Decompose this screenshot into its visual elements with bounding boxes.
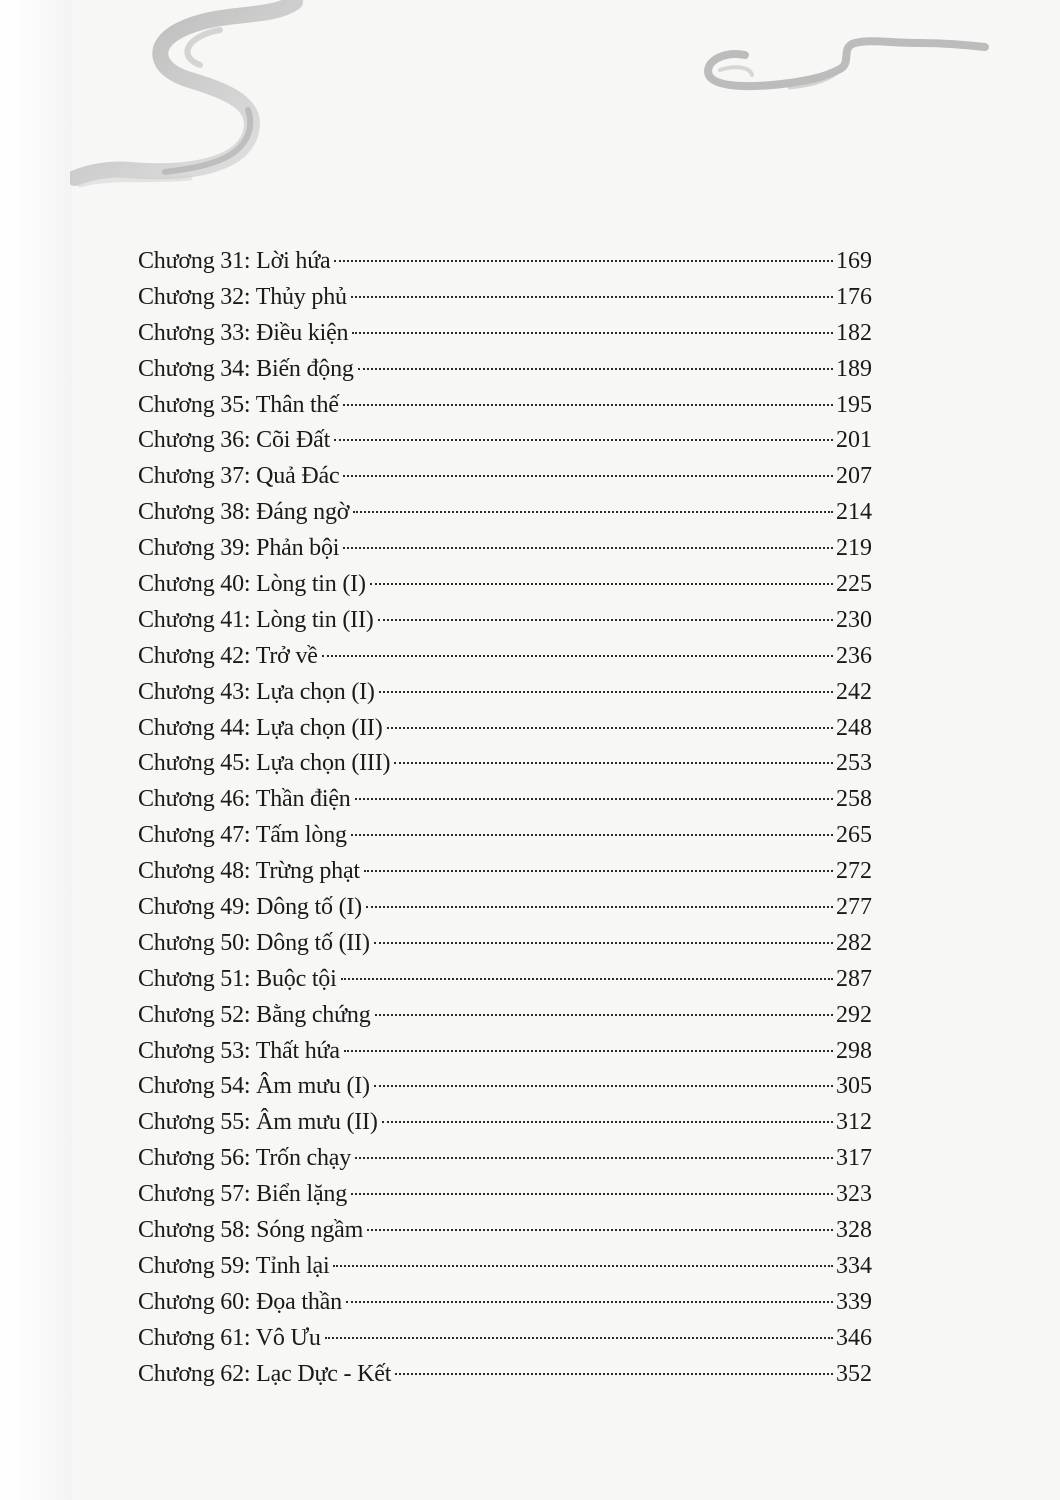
chapter-title: Chương 38: Đáng ngờ	[138, 499, 350, 526]
chapter-title: Chương 46: Thần điện	[138, 786, 351, 813]
dot-leader	[379, 691, 833, 693]
page-number: 287	[836, 965, 872, 992]
page-number: 334	[836, 1252, 872, 1279]
toc-entry[interactable]	[138, 926, 872, 962]
toc-entry[interactable]	[138, 495, 872, 531]
toc-entry[interactable]	[138, 1141, 872, 1177]
toc-entry[interactable]	[138, 603, 872, 639]
page-number: 312	[836, 1109, 872, 1136]
toc-entry[interactable]	[138, 890, 872, 926]
dot-leader	[366, 906, 833, 908]
toc-entry[interactable]	[138, 567, 872, 603]
dot-leader	[334, 260, 833, 262]
page-number: 305	[836, 1073, 872, 1100]
toc-entry[interactable]	[138, 962, 872, 998]
page-number: 201	[836, 427, 872, 454]
toc-entry[interactable]	[138, 1321, 872, 1357]
chapter-title: Chương 40: Lòng tin (I)	[138, 571, 366, 598]
dot-leader	[355, 1157, 833, 1159]
toc-entry[interactable]	[138, 316, 872, 352]
chapter-title: Chương 56: Trốn chạy	[138, 1145, 352, 1172]
table-of-contents	[138, 244, 872, 1393]
page-number: 189	[836, 355, 872, 382]
toc-entry[interactable]	[138, 1285, 872, 1321]
toc-entry[interactable]	[138, 782, 872, 818]
page-number: 292	[836, 1001, 872, 1028]
page-number: 258	[836, 786, 872, 813]
chapter-title: Chương 32: Thủy phủ	[138, 283, 347, 310]
chapter-title: Chương 49: Dông tố (I)	[138, 894, 362, 921]
chapter-title: Chương 61: Vô Ưu	[138, 1324, 321, 1351]
page-number: 219	[836, 535, 872, 562]
page-number: 282	[836, 929, 872, 956]
toc-entry[interactable]	[138, 423, 872, 459]
chapter-title: Chương 52: Bằng chứng	[138, 1001, 371, 1028]
toc-entry[interactable]	[138, 1069, 872, 1105]
chapter-title: Chương 50: Dông tố (II)	[138, 929, 370, 956]
chapter-title: Chương 35: Thân thế	[138, 391, 339, 418]
ink-swirl-left-icon	[70, 0, 320, 200]
dot-leader	[351, 296, 833, 298]
page-number: 328	[836, 1217, 872, 1244]
dot-leader	[344, 1050, 833, 1052]
dot-leader	[343, 404, 833, 406]
toc-entry[interactable]	[138, 1105, 872, 1141]
ink-swirl-right-icon	[690, 25, 990, 105]
page-number: 236	[836, 642, 872, 669]
page-number: 214	[836, 499, 872, 526]
dot-leader	[334, 439, 833, 441]
toc-entry[interactable]	[138, 244, 872, 280]
dot-leader	[353, 511, 833, 513]
dot-leader	[367, 1229, 833, 1231]
page-number: 182	[836, 319, 872, 346]
page-number: 248	[836, 714, 872, 741]
dot-leader	[364, 870, 833, 872]
toc-entry[interactable]	[138, 998, 872, 1034]
toc-entry[interactable]	[138, 531, 872, 567]
page-number: 253	[836, 750, 872, 777]
page-number: 242	[836, 678, 872, 705]
dot-leader	[374, 942, 833, 944]
chapter-title: Chương 51: Buộc tội	[138, 965, 337, 992]
chapter-title: Chương 48: Trừng phạt	[138, 858, 360, 885]
dot-leader	[322, 655, 833, 657]
dot-leader	[333, 1265, 833, 1267]
toc-entry[interactable]	[138, 746, 872, 782]
chapter-title: Chương 60: Đọa thần	[138, 1288, 342, 1315]
chapter-title: Chương 57: Biển lặng	[138, 1181, 348, 1208]
toc-entry[interactable]	[138, 1357, 872, 1393]
dot-leader	[352, 332, 833, 334]
chapter-title: Chương 36: Cõi Đất	[138, 427, 331, 454]
page-number: 176	[836, 283, 872, 310]
dot-leader	[375, 1014, 834, 1016]
toc-entry[interactable]	[138, 1213, 872, 1249]
chapter-title: Chương 31: Lời hứa	[138, 248, 331, 274]
dot-leader	[341, 978, 833, 980]
toc-entry[interactable]	[138, 639, 872, 675]
chapter-title: Chương 45: Lựa chọn (III)	[138, 750, 391, 777]
chapter-title: Chương 55: Âm mưu (II)	[138, 1109, 378, 1136]
page-number: 298	[836, 1037, 872, 1064]
chapter-title: Chương 39: Phản bội	[138, 535, 340, 562]
chapter-title: Chương 37: Quả Đác	[138, 463, 340, 490]
chapter-title: Chương 62: Lạc Dực - Kết	[138, 1360, 392, 1387]
dot-leader	[370, 583, 833, 585]
page-number: 277	[836, 894, 872, 921]
dot-leader	[346, 1301, 833, 1303]
toc-entry[interactable]	[138, 675, 872, 711]
chapter-title: Chương 58: Sóng ngầm	[138, 1217, 364, 1244]
dot-leader	[374, 1085, 833, 1087]
dot-leader	[351, 834, 833, 836]
dot-leader	[382, 1121, 833, 1123]
dot-leader	[394, 762, 833, 764]
chapter-title: Chương 33: Điều kiện	[138, 319, 349, 346]
page-number: 225	[836, 571, 872, 598]
toc-entry[interactable]	[138, 1177, 872, 1213]
toc-entry[interactable]	[138, 854, 872, 890]
toc-entry[interactable]	[138, 459, 872, 495]
page-gutter	[0, 0, 72, 1500]
dot-leader	[343, 547, 833, 549]
page-number: 352	[836, 1360, 872, 1387]
dot-leader	[387, 727, 833, 729]
dot-leader	[395, 1373, 833, 1375]
toc-entry[interactable]	[138, 280, 872, 316]
page-number: 195	[836, 391, 872, 418]
dot-leader	[343, 475, 833, 477]
toc-entry[interactable]	[138, 352, 872, 388]
chapter-title: Chương 34: Biến động	[138, 355, 354, 382]
chapter-title: Chương 54: Âm mưu (I)	[138, 1073, 370, 1100]
page-number: 323	[836, 1181, 872, 1208]
page-number: 317	[836, 1145, 872, 1172]
chapter-title: Chương 42: Trở về	[138, 642, 318, 669]
chapter-title: Chương 41: Lòng tin (II)	[138, 606, 374, 633]
page-number: 265	[836, 822, 872, 849]
chapter-title: Chương 47: Tấm lòng	[138, 822, 347, 849]
toc-entry[interactable]	[138, 1034, 872, 1070]
chapter-title: Chương 43: Lựa chọn (I)	[138, 678, 375, 705]
page-number: 207	[836, 463, 872, 490]
dot-leader	[325, 1337, 833, 1339]
toc-entry[interactable]	[138, 711, 872, 747]
dot-leader	[378, 619, 833, 621]
toc-entry[interactable]	[138, 388, 872, 424]
toc-entry[interactable]	[138, 818, 872, 854]
dot-leader	[358, 368, 833, 370]
chapter-title: Chương 44: Lựa chọn (II)	[138, 714, 383, 741]
page-number: 169	[836, 248, 872, 274]
dot-leader	[355, 798, 833, 800]
page-number: 230	[836, 606, 872, 633]
page-number: 339	[836, 1288, 872, 1315]
chapter-title: Chương 53: Thất hứa	[138, 1037, 340, 1064]
chapter-title: Chương 59: Tỉnh lại	[138, 1252, 330, 1279]
dot-leader	[351, 1193, 833, 1195]
page-number: 346	[836, 1324, 872, 1351]
page-number: 272	[836, 858, 872, 885]
toc-entry[interactable]	[138, 1249, 872, 1285]
